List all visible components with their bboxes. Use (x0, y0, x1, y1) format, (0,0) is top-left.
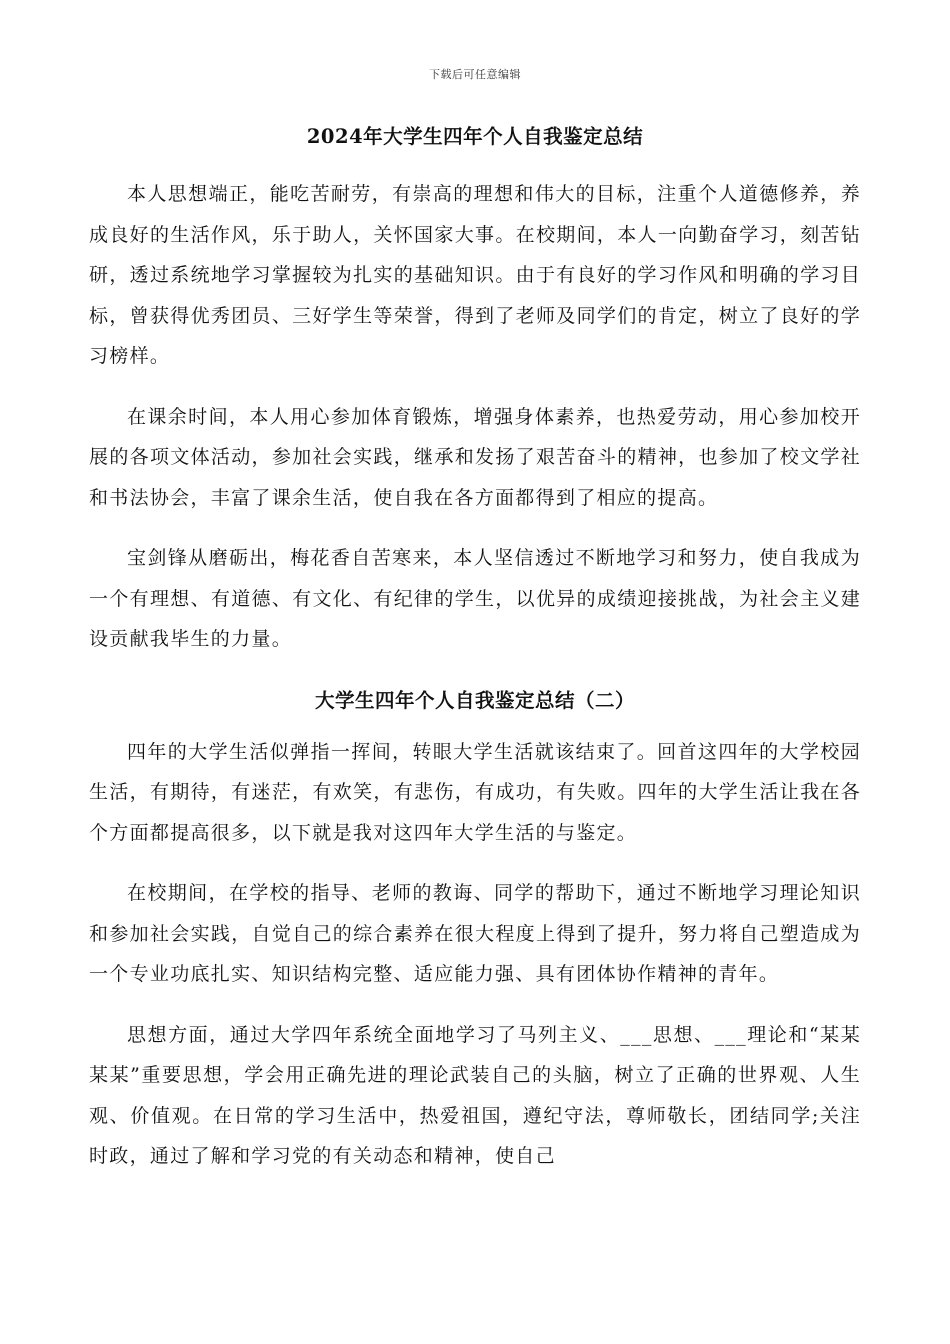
paragraph-6: 思想方面，通过大学四年系统全面地学习了马列主义、___思想、___理论和“某某某某”重要思想，学会用正确先进的理论武装自己的头脑，树立了正确的世界观、人生观、价值观。在日常的学习生活中，热爱祖国，遵纪守法，尊师敬长，团结同学;关注时政，通过了解和学习党的有关动态和精神，使自己 (89, 1023, 861, 1167)
section-title: 大学生四年个人自我鉴定总结（二） (314, 688, 635, 712)
paragraph-2: 在课余时间，本人用心参加体育锻炼，增强身体素养，也热爱劳动，用心参加校开展的各项文体活动，参加社会实践，继承和发扬了艰苦奋斗的精神，也参加了校文学社和书法协会，丰富了课余生活，使自我在各方面都得到了相应的提高。 (89, 405, 861, 509)
paragraph-5: 在校期间，在学校的指导、老师的教诲、同学的帮助下，通过不断地学习理论知识和参加社会实践，自觉自己的综合素养在很大程度上得到了提升，努力将自己塑造成为一个专业功底扎实、知识结构完整、适应能力强、具有团体协作精神的青年。 (89, 882, 861, 985)
document-title: 2024年大学生四年个人自我鉴定总结 (306, 125, 644, 148)
paragraph-1: 本人思想端正，能吃苦耐劳，有崇高的理想和伟大的目标，注重个人道德修养，养成良好的生活作风，乐于助人，关怀国家大事。在校期间，本人一向勤奋学习，刻苦钻研，透过系统地学习掌握较为扎实的基础知识。由于有良好的学习作风和明确的学习目标，曾获得优秀团员、三好学生等荣誉，得到了老师及同学们的肯定，树立了良好的学习榜样。 (89, 183, 861, 367)
paragraph-3: 宝剑锋从磨砺出，梅花香自苦寒来，本人坚信透过不断地学习和努力，使自我成为一个有理想、有道德、有文化、有纪律的学生，以优异的成绩迎接挑战，为社会主义建设贡献我毕生的力量。 (89, 547, 861, 650)
header-note: 下载后可任意编辑 (429, 68, 521, 81)
paragraph-4: 四年的大学生活似弹指一挥间，转眼大学生活就该结束了。回首这四年的大学校园生活，有期待，有迷茫，有欢笑，有悲伤，有成功，有失败。四年的大学生活让我在各个方面都提高很多，以下就是我对这四年大学生活的与鉴定。 (89, 740, 861, 844)
document-body (89, 118, 861, 1197)
